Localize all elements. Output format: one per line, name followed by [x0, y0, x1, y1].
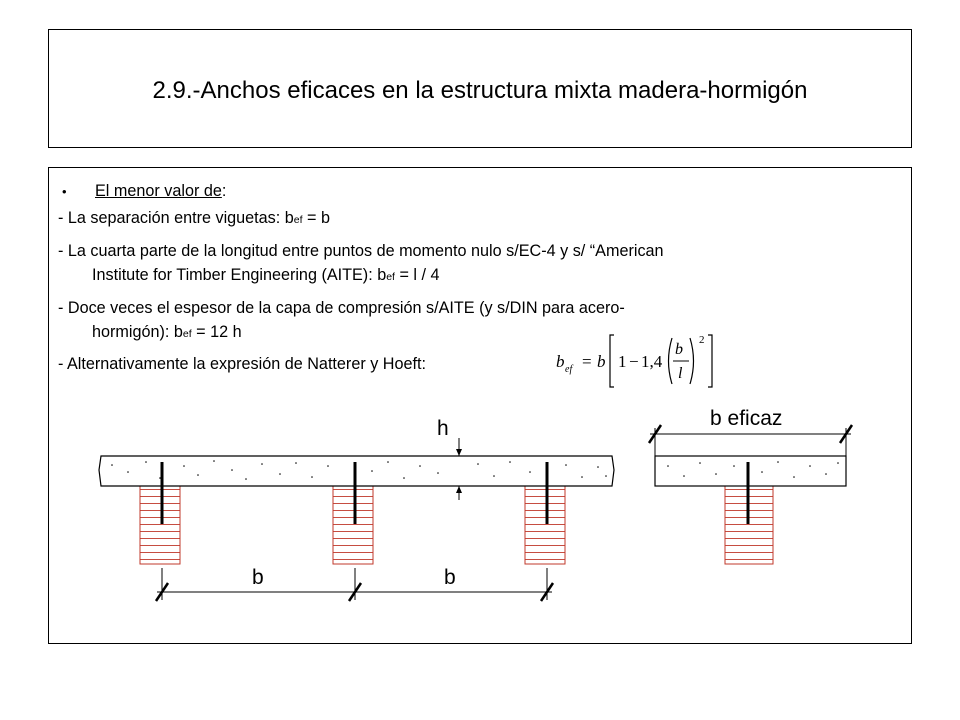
intro-text: El menor valor de: [95, 182, 222, 200]
b-eficaz-label: b eficaz: [710, 407, 783, 430]
formula-den: l: [678, 365, 683, 382]
item-3-tail: = 12 h: [191, 323, 242, 341]
formula-equals: =: [582, 352, 592, 371]
item-1-tail: = b: [302, 209, 330, 227]
item-2-line-1: - La cuarta parte de la longitud entre puntos de momento nulo s/EC-4 y s/ “American: [58, 242, 664, 260]
item-3-sub: ef: [182, 328, 192, 340]
formula-exp: 2: [699, 334, 705, 346]
formula-lhs: b: [556, 352, 565, 371]
b-label-1: b: [252, 566, 264, 589]
multi-joist-section: [99, 417, 614, 601]
h-label: h: [437, 417, 449, 440]
effective-slab: [655, 456, 846, 486]
b-label-2: b: [444, 566, 456, 589]
formula-minus: −: [629, 352, 639, 371]
bullet-icon: •: [62, 184, 67, 199]
joist-3: [525, 486, 565, 564]
item-2-text: Institute for Timber Engineering (AITE): b: [92, 266, 387, 284]
intro-colon: :: [221, 182, 227, 200]
item-3-text: hormigón): b: [92, 323, 183, 341]
formula-one: 1: [618, 352, 627, 371]
formula-coef: 1,4: [641, 352, 663, 371]
item-4: - Alternativamente la expresión de Natterer y Hoeft:: [58, 355, 426, 373]
item-2-tail: = l / 4: [394, 266, 440, 284]
item-2-sub: ef: [386, 271, 395, 283]
formula-b: b: [597, 352, 606, 371]
item-3-line-1: - Doce veces el espesor de la capa de compresión s/AITE (y s/DIN para acero-: [58, 299, 625, 317]
formula-lhs-sub: ef: [565, 364, 573, 375]
item-1-sub: ef: [293, 214, 303, 226]
effective-width-section: [649, 407, 852, 564]
joist-1: [140, 486, 180, 564]
item-1-text: - La separación entre viguetas: b: [58, 209, 294, 227]
joist-2: [333, 486, 373, 564]
slide-title: 2.9.-Anchos eficaces en la estructura mixta madera-hormigón: [152, 76, 808, 104]
formula-num: b: [675, 341, 683, 358]
